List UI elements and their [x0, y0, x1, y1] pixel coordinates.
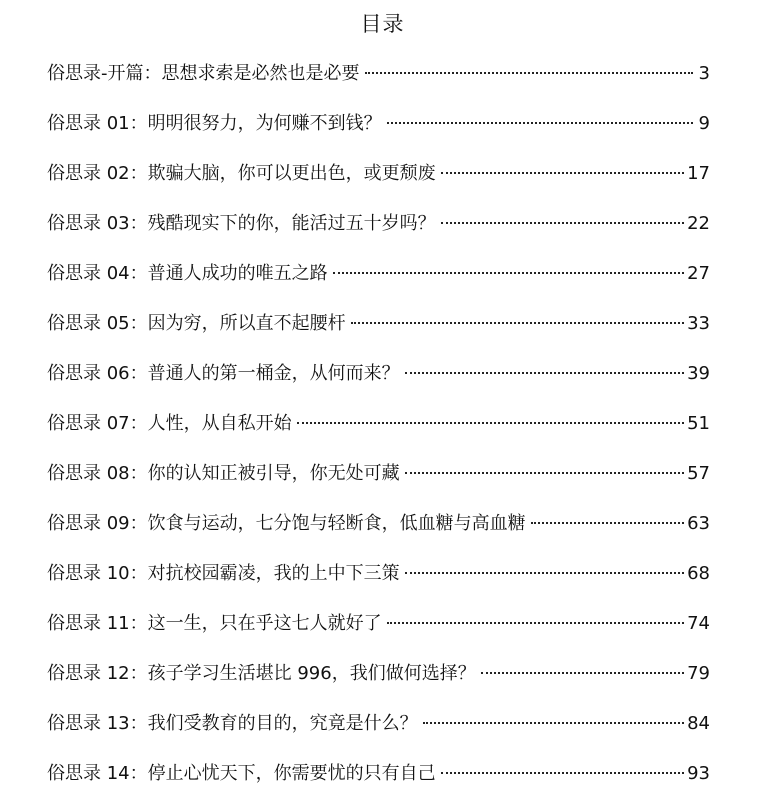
toc-leader [441, 172, 684, 174]
toc-leader [297, 422, 684, 424]
toc-entry[interactable] [47, 407, 710, 457]
toc-entry-title: 俗思录 11：这一生，只在乎这七人就好了 [47, 613, 382, 634]
toc-page-number: 17 [687, 163, 710, 184]
toc-entry-title: 俗思录 14：停止心忧天下，你需要忧的只有自己 [47, 763, 436, 784]
toc-entry-title: 俗思录 01：明明很努力，为何赚不到钱？ [47, 113, 382, 134]
toc-entry-title: 俗思录 09：饮食与运动，七分饱与轻断食，低血糖与高血糖 [47, 513, 526, 534]
toc-leader [441, 222, 684, 224]
toc-page-number: 27 [687, 263, 710, 284]
toc-leader [441, 772, 684, 774]
toc-entry-title: 俗思录 02：欺骗大脑，你可以更出色，或更颓废 [47, 163, 436, 184]
toc-leader [423, 722, 684, 724]
toc-page-number: 57 [687, 463, 710, 484]
toc-entry-title: 俗思录 04：普通人成功的唯五之路 [47, 263, 328, 284]
toc-page-number: 9 [698, 113, 710, 134]
toc-page-number: 3 [698, 63, 710, 84]
toc-entry-title: 俗思录 07：人性，从自私开始 [47, 413, 292, 434]
toc-entry[interactable] [47, 357, 710, 407]
toc-leader [387, 622, 684, 624]
toc-leader [351, 322, 684, 324]
toc-entry[interactable] [47, 607, 710, 657]
toc-page-number: 79 [687, 663, 710, 684]
toc-entry[interactable] [47, 707, 710, 757]
toc-entry-title: 俗思录 10：对抗校园霸凌，我的上中下三策 [47, 563, 400, 584]
toc-entry-title: 俗思录 05：因为穷，所以直不起腰杆 [47, 313, 346, 334]
toc-leader [333, 272, 684, 274]
toc-entry[interactable] [47, 57, 710, 107]
toc-entry-title: 俗思录 03：残酷现实下的你，能活过五十岁吗？ [47, 213, 436, 234]
toc-page-number: 63 [687, 513, 710, 534]
toc-entry[interactable] [47, 507, 710, 557]
toc-page-number: 33 [687, 313, 710, 334]
toc-entry-title: 俗思录 08：你的认知正被引导，你无处可藏 [47, 463, 400, 484]
toc-leader [405, 572, 684, 574]
toc-leader [481, 672, 684, 674]
toc-entry-title: 俗思录 12：孩子学习生活堪比 996，我们做何选择？ [47, 663, 476, 684]
toc-leader [405, 372, 684, 374]
toc-page-number: 68 [687, 563, 710, 584]
toc-page-number: 51 [687, 413, 710, 434]
toc-leader [365, 72, 694, 74]
toc-list [47, 57, 710, 807]
toc-leader [531, 522, 684, 524]
toc-entry-title: 俗思录 06：普通人的第一桶金，从何而来？ [47, 363, 400, 384]
toc-leader [387, 122, 693, 124]
toc-page-number: 22 [687, 213, 710, 234]
toc-leader [405, 472, 684, 474]
page-title: 目录 [360, 12, 405, 36]
toc-entry[interactable] [47, 207, 710, 257]
toc-entry[interactable] [47, 557, 710, 607]
toc-page-number: 93 [687, 763, 710, 784]
toc-entry-title: 俗思录-开篇：思想求索是必然也是必要 [47, 63, 360, 84]
toc-page-number: 39 [687, 363, 710, 384]
toc-entry[interactable] [47, 257, 710, 307]
toc-entry[interactable] [47, 157, 710, 207]
toc-page-number: 74 [687, 613, 710, 634]
toc-entry[interactable] [47, 657, 710, 707]
toc-entry[interactable] [47, 307, 710, 357]
toc-entry[interactable] [47, 107, 710, 157]
toc-page-number: 84 [687, 713, 710, 734]
toc-entry[interactable] [47, 457, 710, 507]
toc-entry-title: 俗思录 13：我们受教育的目的，究竟是什么？ [47, 713, 418, 734]
